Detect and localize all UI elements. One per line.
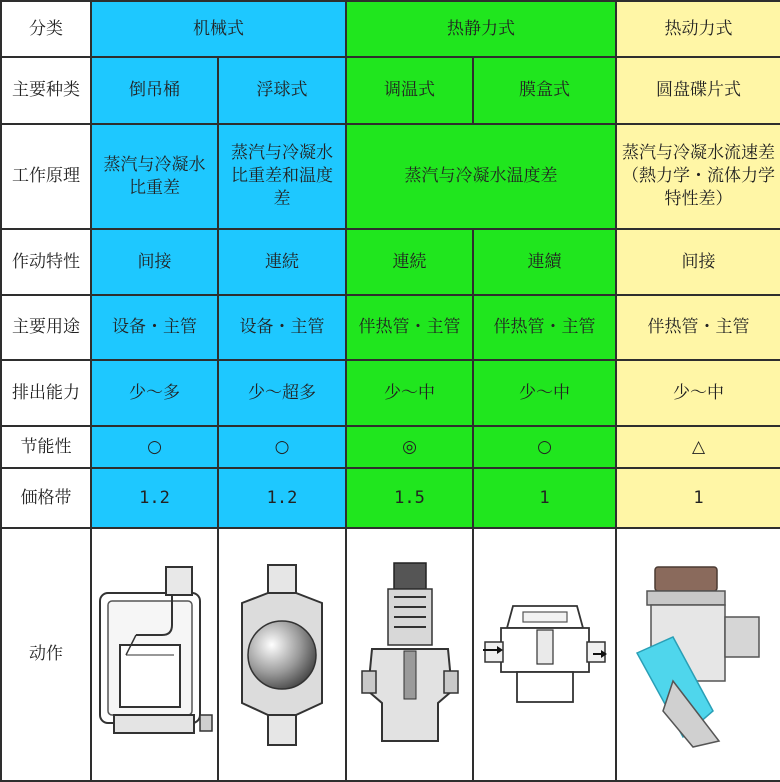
usage-float: 设备・主管 <box>218 295 346 360</box>
energy-float: ○ <box>218 426 346 468</box>
row-price <box>1 468 780 528</box>
capsule-trap-drawing <box>483 600 607 710</box>
usage-capsule: 伴热管・主管 <box>473 295 616 360</box>
capacity-float: 少～超多 <box>218 360 346 426</box>
operation-float: 連続 <box>218 229 346 295</box>
category-thermostatic: 热静力式 <box>346 1 616 57</box>
row-category <box>1 1 780 57</box>
label-operation: 作动特性 <box>1 229 91 295</box>
label-capacity: 排出能力 <box>1 360 91 426</box>
type-thermostatic: 调温式 <box>346 57 473 124</box>
float-trap-drawing <box>234 563 330 747</box>
row-operation <box>1 229 780 295</box>
price-capsule: 1 <box>473 468 616 528</box>
image-inverted-bucket <box>91 528 218 781</box>
image-capsule <box>473 528 616 781</box>
inverted-bucket-trap-drawing <box>96 565 214 745</box>
image-disc <box>616 528 780 781</box>
type-inverted-bucket: 倒吊桶 <box>91 57 218 124</box>
category-thermodynamic: 热动力式 <box>616 1 780 57</box>
label-energy: 节能性 <box>1 426 91 468</box>
principle-inverted-bucket: 蒸汽与冷凝水 比重差 <box>91 124 218 229</box>
label-usage: 主要用途 <box>1 295 91 360</box>
type-capsule: 膜盒式 <box>473 57 616 124</box>
principle-thermostatic: 蒸汽与冷凝水温度差 <box>346 124 616 229</box>
operation-inverted-bucket: 间接 <box>91 229 218 295</box>
price-float: 1.2 <box>218 468 346 528</box>
principle-float: 蒸汽与冷凝水 比重差和温度差 <box>218 124 346 229</box>
capacity-disc: 少～中 <box>616 360 780 426</box>
operation-capsule: 連續 <box>473 229 616 295</box>
energy-disc: △ <box>616 426 780 468</box>
usage-thermostatic: 伴热管・主管 <box>346 295 473 360</box>
energy-thermostatic: ◎ <box>346 426 473 468</box>
price-thermostatic: 1.5 <box>346 468 473 528</box>
thermostatic-trap-drawing <box>360 561 460 749</box>
type-disc: 圆盘碟片式 <box>616 57 780 124</box>
usage-inverted-bucket: 设备・主管 <box>91 295 218 360</box>
operation-thermostatic: 連続 <box>346 229 473 295</box>
principle-thermodynamic: 蒸汽与冷凝水流速差 （熱力学・流体力学 特性差） <box>616 124 780 229</box>
price-disc: 1 <box>616 468 780 528</box>
label-principle: 工作原理 <box>1 124 91 229</box>
capacity-capsule: 少～中 <box>473 360 616 426</box>
energy-inverted-bucket: ○ <box>91 426 218 468</box>
type-float: 浮球式 <box>218 57 346 124</box>
row-capacity <box>1 360 780 426</box>
label-category: 分类 <box>1 1 91 57</box>
row-principle <box>1 124 780 229</box>
disc-trap-drawing <box>633 561 765 749</box>
usage-disc: 伴热管・主管 <box>616 295 780 360</box>
label-main-types: 主要种类 <box>1 57 91 124</box>
capacity-thermostatic: 少～中 <box>346 360 473 426</box>
energy-capsule: ○ <box>473 426 616 468</box>
label-price: 価格带 <box>1 468 91 528</box>
category-mechanical: 机械式 <box>91 1 346 57</box>
image-thermostatic <box>346 528 473 781</box>
capacity-inverted-bucket: 少～多 <box>91 360 218 426</box>
row-energy <box>1 426 780 468</box>
label-action: 动作 <box>1 528 91 781</box>
row-usage <box>1 295 780 360</box>
image-float <box>218 528 346 781</box>
row-main-types <box>1 57 780 124</box>
price-inverted-bucket: 1.2 <box>91 468 218 528</box>
operation-disc: 间接 <box>616 229 780 295</box>
row-action <box>1 528 780 781</box>
